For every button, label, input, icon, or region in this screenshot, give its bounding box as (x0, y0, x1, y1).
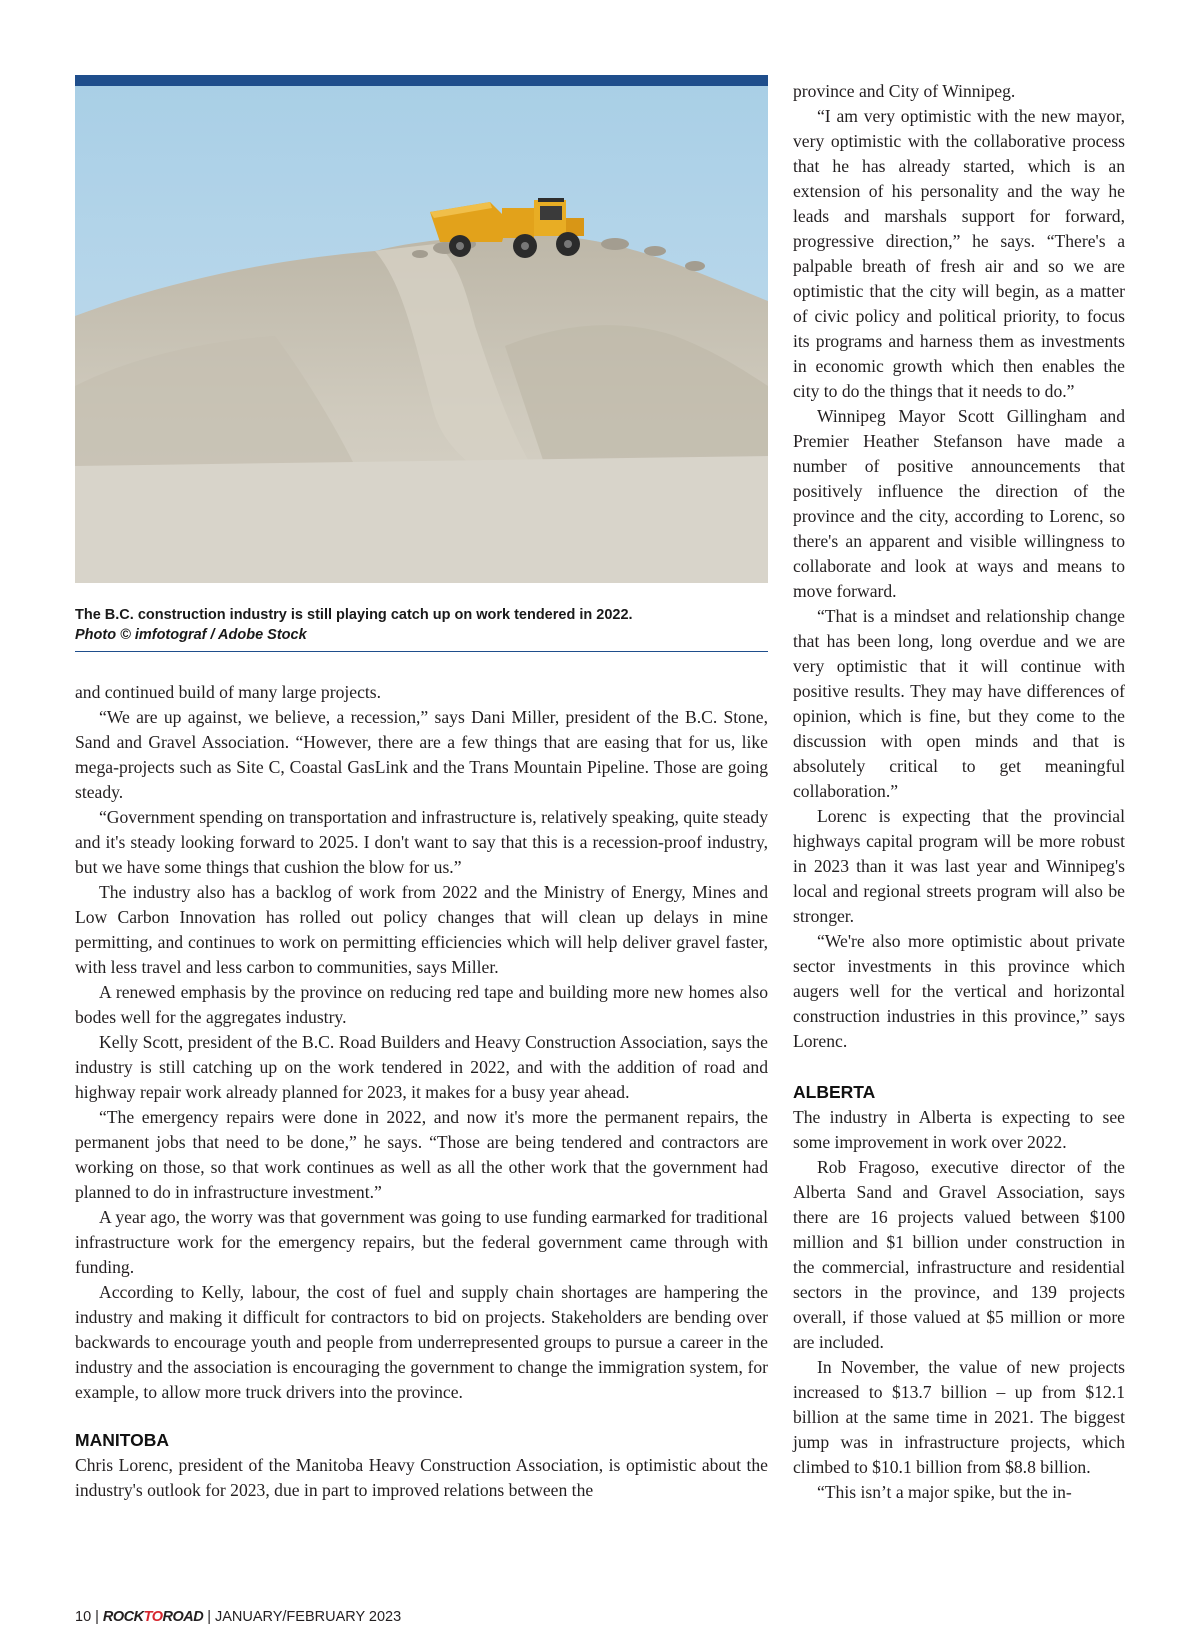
page-number: 10 (75, 1609, 92, 1625)
paragraph: A renewed emphasis by the province on reducing red tape and building more new homes also bodes well for the aggregates industry. (75, 982, 768, 1027)
paragraph: “The emergency repairs were done in 2022, and now it's more the permanent repairs, the permanent jobs that need to be done,” he says. “Those are being tendered and contractors are working on those, so that work continues as well as all the other work that the government had planned to do in infrastructure investment.” (75, 1107, 768, 1202)
paragraph: “That is a mindset and relationship change that has been long, long overdue and we are very optimistic that it will continue with positive results. They may have differences of opinion, which is fine, but they come to the discussion with open minds and that is absolutely critical to get meaningful collaboration.” (793, 606, 1125, 801)
issue-date: JANUARY/FEBRUARY 2023 (214, 1609, 402, 1625)
paragraph: Winnipeg Mayor Scott Gillingham and Premier Heather Stefanson have made a number of positive announcements that positively influence the direction of the province and the city, according to Lorenc, so there's an apparent and visible willingness to collaborate and look at ways and means to move forward. (793, 406, 1125, 601)
logo-to: TO (143, 1609, 163, 1625)
paragraph: In November, the value of new projects increased to $13.7 billion – up from $12.1 billion at the same time in 2021. The biggest jump was in infrastructure projects, which climbed to $10.1 billion from $8.8 billion. (793, 1357, 1125, 1477)
gravel-truck-illustration (75, 86, 768, 583)
section-heading-alberta: ALBERTA (793, 1082, 876, 1102)
gravel-pile-photo (75, 86, 768, 583)
paragraph: Rob Fragoso, executive director of the Alberta Sand and Gravel Association, says there are 16 projects valued between $100 million and $1 billion under construction in the commercial, infrastructure and residential sectors in the province, and 139 projects overall, if those valued at $5 million or more are included. (793, 1157, 1125, 1352)
magazine-logo (103, 1609, 203, 1625)
left-column (75, 680, 768, 1503)
page-footer: 10 | ROCKTOROAD | JANUARY/FEBRUARY 2023 (75, 1609, 402, 1625)
paragraph: Chris Lorenc, president of the Manitoba Heavy Construction Association, is optimistic about the industry's outlook for 2023, due in part to improved relations between the (75, 1455, 768, 1500)
photo-credit: Photo © imfotograf / Adobe Stock (75, 627, 307, 643)
logo-road: ROAD (162, 1609, 204, 1625)
feature-photo-block (75, 75, 768, 652)
paragraph: Kelly Scott, president of the B.C. Road Builders and Heavy Construction Association, says the industry is still catching up on the work tendered in 2022, and with the addition of road and highway repair work already planned for 2023, it makes for a busy year ahead. (75, 1032, 768, 1102)
paragraph: The industry in Alberta is expecting to see some improvement in work over 2022. (793, 1107, 1125, 1152)
photo-caption (75, 583, 768, 652)
paragraph: “We are up against, we believe, a recession,” says Dani Miller, president of the B.C. Stone, Sand and Gravel Association. “However, there are a few things that are easing that for us, like mega-projects such as Site C, Coastal GasLink and the Trans Mountain Pipeline. Those are going steady. (75, 707, 768, 802)
paragraph: A year ago, the worry was that government was going to use funding earmarked for traditional infrastructure work for the emergency repairs, but the federal government came through with funding. (75, 1207, 768, 1277)
paragraph: province and City of Winnipeg. (793, 81, 1016, 101)
paragraph: According to Kelly, labour, the cost of fuel and supply chain shortages are hampering the industry and making it difficult for contractors to bid on projects. Stakeholders are bending over backwards to encourage youth and people from underrepresented groups to pursue a career in the industry and the association is encouraging the government to change the immigration system, for example, to allow more truck drivers into the province. (75, 1282, 768, 1402)
paragraph: “We're also more optimistic about private sector investments in this province which augers well for the vertical and horizontal construction industries in this province,” says Lorenc. (793, 931, 1125, 1051)
right-column (793, 79, 1125, 1505)
paragraph: and continued build of many large projects. (75, 682, 382, 702)
paragraph: “Government spending on transportation and infrastructure is, relatively speaking, quite steady and it's steady looking forward to 2025. I don't want to say that this is a recession-proof industry, but we have some things that cushion the blow for us.” (75, 807, 768, 877)
paragraph: “I am very optimistic with the new mayor, very optimistic with the collaborative process that he has already started, which is an extension of his personality and the way he leads and marshals support for forward, progressive direction,” he says. “There's a palpable breath of fresh air and so we are optimistic that the city will begin, as a matter of civic policy and political priority, to focus its programs and harness them as investments in economic growth which then enables the city to do the things that it needs to do.” (793, 106, 1125, 401)
caption-text: The B.C. construction industry is still playing catch up on work tendered in 2022. (75, 607, 633, 623)
paragraph: The industry also has a backlog of work from 2022 and the Ministry of Energy, Mines and Low Carbon Innovation has rolled out policy changes that will clean up delays in mine permitting, and continues to work on permitting efficiencies which will help deliver gravel faster, with less travel and less carbon to communities, says Miller. (75, 882, 768, 977)
logo-rock: ROCK (102, 1609, 144, 1625)
paragraph: Lorenc is expecting that the provincial highways capital program will be more robust in 2023 than it was last year and Winnipeg's local and regional streets program will also be stronger. (793, 806, 1125, 926)
photo-top-bar (75, 75, 768, 86)
paragraph: “This isn’t a major spike, but the in- (817, 1482, 1072, 1502)
section-heading-manitoba: MANITOBA (75, 1430, 169, 1450)
